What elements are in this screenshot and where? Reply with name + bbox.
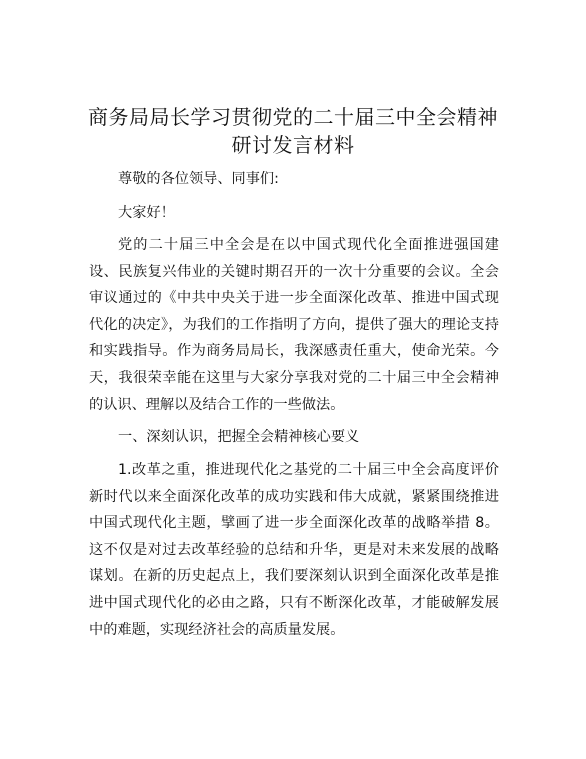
greeting-paragraph: 尊敬的各位领导、同事们: [118,171,279,187]
hello-paragraph: 大家好！ [118,205,175,221]
document-title-line-1: 商务局局长学习贯彻党的二十届三中全会精神 [88,105,498,129]
section-heading: 一、深刻认识，把握全会精神核心要义 [118,429,360,445]
document-title-line-2: 研讨发言材料 [231,133,355,157]
point-1-paragraph: 1.改革之重，推进现代化之基党的二十届三中全会高度评价新时代以来全面深化改革的成功实践和伟大成就，紧紧围绕推进中国式现代化主题，擘画了进一步全面深化改革的战略举措 8。这不仅是对过去改革经验的总结和升华，更是对未来发展的战略谋划。在新的历史起点上，我们要深刻认识到全面深化改革是推进中国式现代化的必由之路，只有不断深化改革，才能破解发展中的难题，实现经济社会的高质量发展。 [89,462,499,638]
intro-paragraph: 党的二十届三中全会是在以中国式现代化全面推进强国建设、民族复兴伟业的关键时期召开的一次十分重要的会议。全会审议通过的《中共中央关于进一步全面深化改革、推进中国式现代化的决定》，为我们的工作指明了方向，提供了强大的理论支持和实践指导。作为商务局局长，我深感责任重大，使命光荣。今天，我很荣幸能在这里与大家分享我对党的二十届三中全会精神的认识、理解以及结合工作的一些做法。 [89,237,499,413]
